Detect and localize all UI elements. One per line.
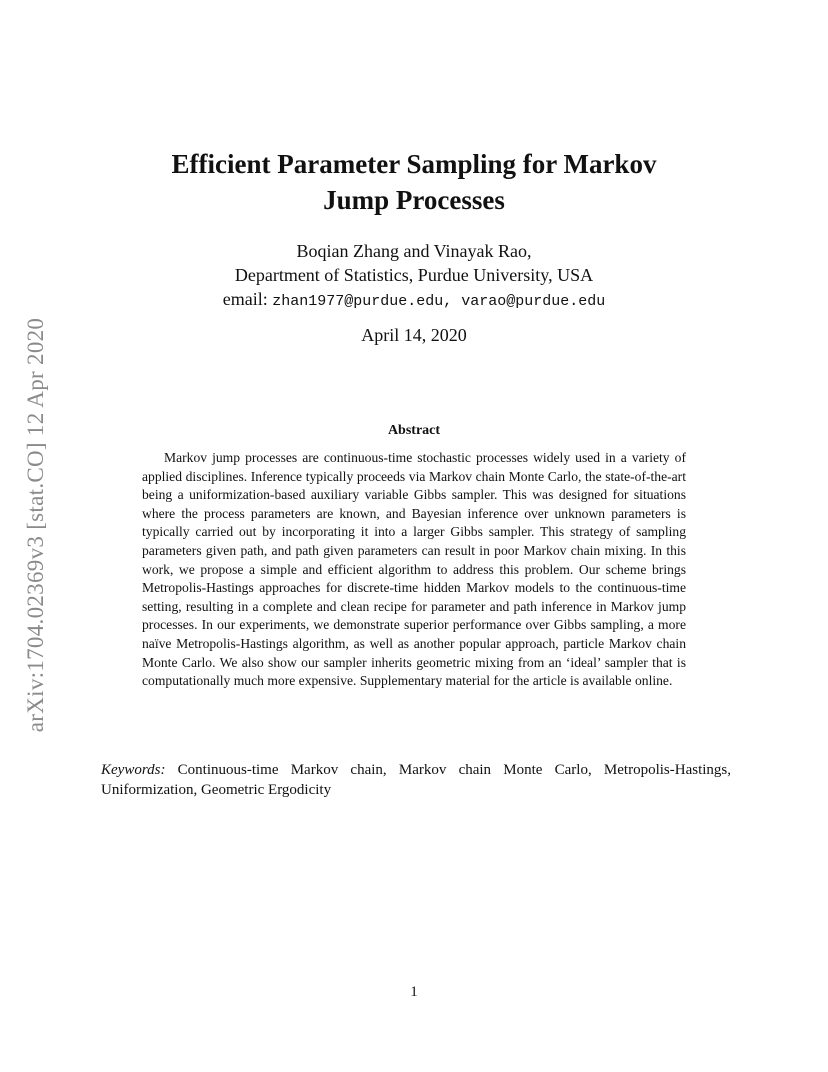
abstract-text: Markov jump processes are continuous-time stochastic processes widely used in a variety of applied disciplines. Inference typically proceeds via Markov chain Monte Carlo, the state-of-the-art being a uniformization-based auxiliary variable Gibbs sampler. This was designed for situations where the process parameters are known, and Bayesian inference over unknown parameters is typically carried out by incorporating it into a larger Gibbs sampler. This strategy of sampling parameters given path, and path given parameters can result in poor Markov chain mixing. In this work, we propose a simple and efficient algorithm to address this problem. Our scheme brings Metropolis-Hastings approaches for discrete-time hidden Markov models to the continuous-time setting, resulting in a complete and clean recipe for parameter and path inference in Markov jump processes. In our experiments, we demonstrate superior performance over Gibbs sampling, a more naïve Metropolis-Hastings algorithm, as well as another popular approach, particle Markov chain Monte Carlo. We also show our sampler inherits geometric mixing from an ‘ideal’ sampler that is computationally much more expensive. Supplementary material for the article is available online.: [142, 450, 686, 689]
author-affiliation: Department of Statistics, Purdue University, USA: [234, 265, 594, 285]
keywords-text: Continuous-time Markov chain, Markov chain Monte Carlo, Metropolis-Hastings, Uniformization, Geometric Ergodicity: [101, 762, 732, 798]
paper-title: [100, 146, 728, 218]
keywords-block: [101, 760, 731, 800]
paper-date: April 14, 2020: [361, 325, 467, 345]
abstract-heading: Abstract: [387, 423, 441, 438]
arxiv-identifier: arXiv:1704.02369v3 [stat.CO] 12 Apr 2020: [23, 317, 48, 733]
keywords-label: Keywords:: [101, 762, 166, 778]
title-line-2: Jump Processes: [323, 185, 505, 215]
author-names: Boqian Zhang and Vinayak Rao,: [296, 241, 532, 261]
author-block: [100, 239, 728, 314]
email-label: email:: [222, 289, 268, 309]
author-email-line: [100, 287, 728, 314]
page-number: 1: [410, 984, 418, 1000]
title-line-1: Efficient Parameter Sampling for Markov: [171, 149, 657, 179]
author-emails: zhan1977@purdue.edu, varao@purdue.edu: [272, 293, 606, 310]
